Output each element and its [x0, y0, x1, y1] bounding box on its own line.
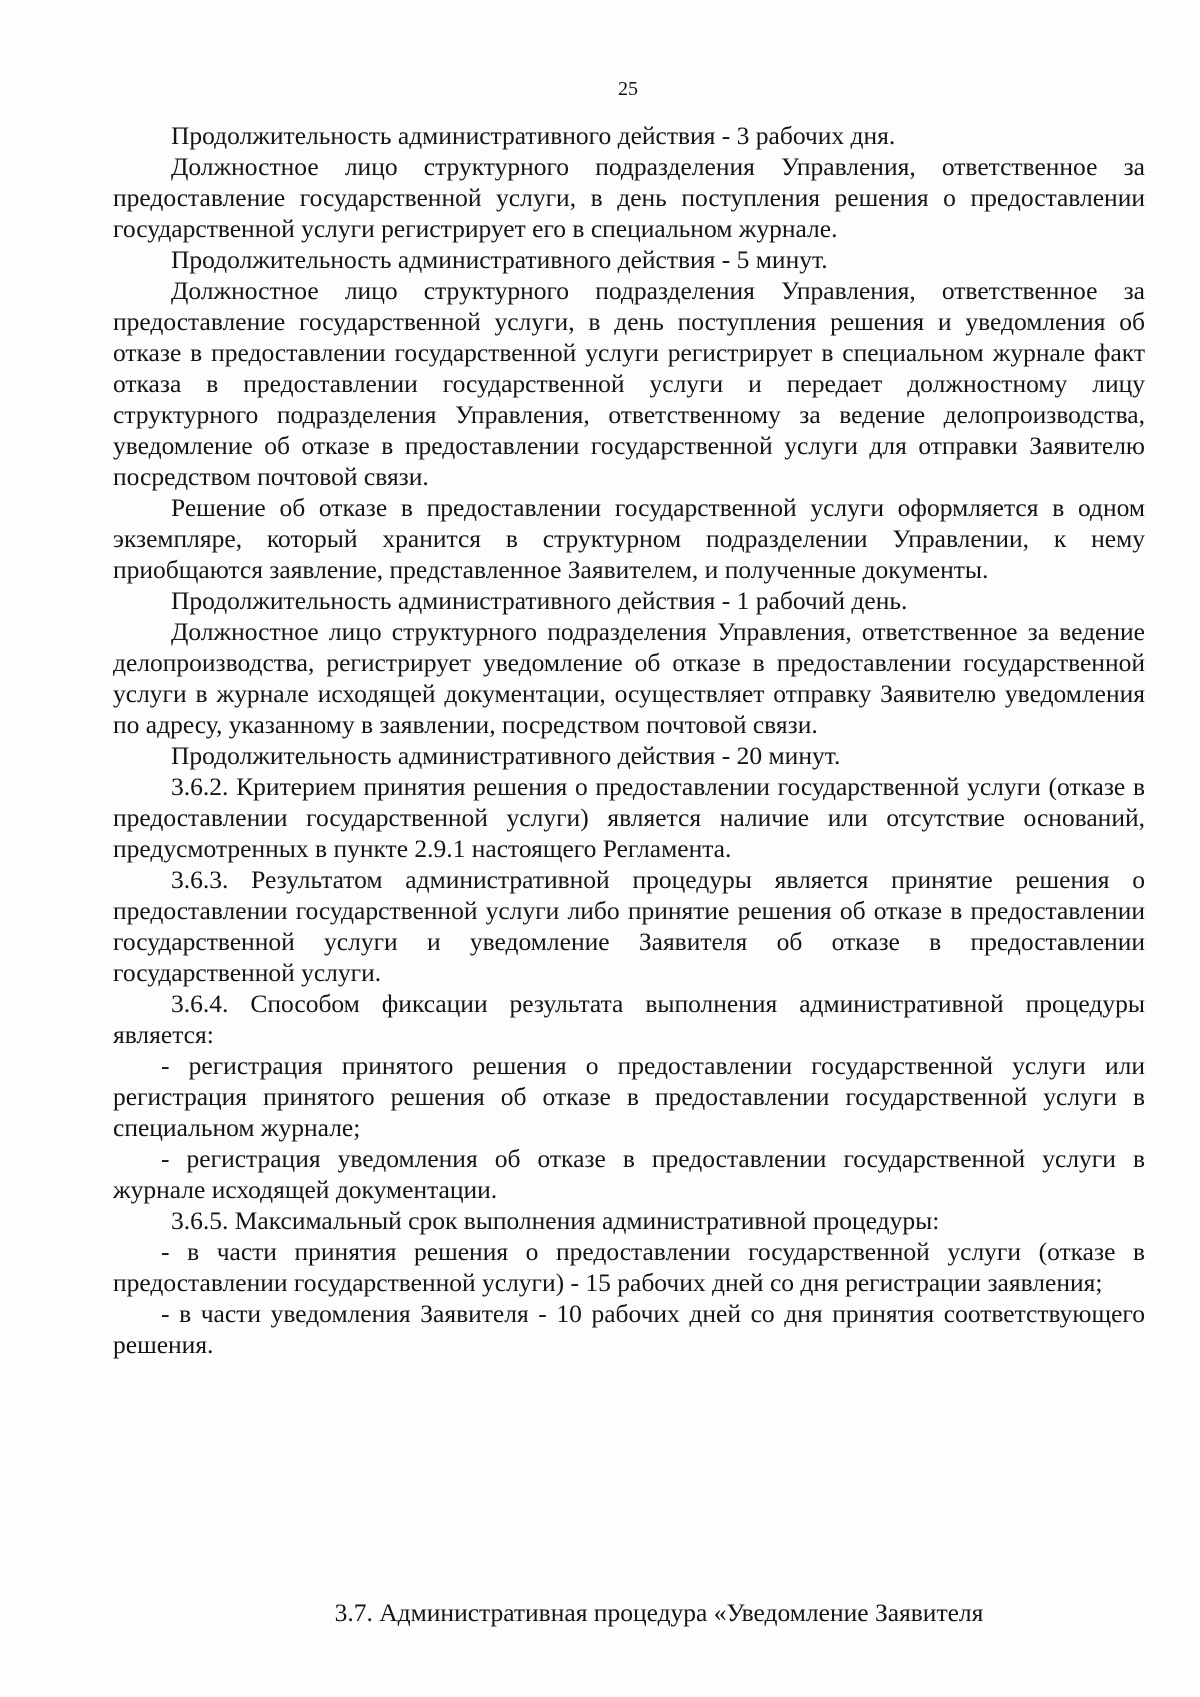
page-number: 25 — [618, 78, 638, 100]
paragraph: Продолжительность административного действия - 1 рабочий день. — [171, 586, 908, 615]
paragraph: Должностное лицо структурного подразделения Управления, ответственное за предоставление государственной услуги, в день поступления решения о предоставлении государственной услуги регистрирует его в специальном журнале. — [113, 152, 1145, 243]
document-body — [113, 120, 1145, 1360]
paragraph: 3.6.4. Способом фиксации результата выполнения административной процедуры является: — [113, 989, 1145, 1049]
list-item: - в части уведомления Заявителя - 10 рабочих дней со дня принятия соответствующего решения. — [113, 1299, 1145, 1359]
list-item: - в части принятия решения о предоставлении государственной услуги (отказе в предоставлении государственной услуги) - 15 рабочих дней со дня регистрации заявления; — [113, 1237, 1145, 1297]
paragraph: Продолжительность административного действия - 5 минут. — [171, 245, 828, 274]
paragraph: 3.6.5. Максимальный срок выполнения административной процедуры: — [171, 1206, 940, 1235]
section-heading: 3.7. Административная процедура «Уведомление Заявителя — [334, 1598, 984, 1627]
paragraph: Должностное лицо структурного подразделения Управления, ответственное за предоставление государственной услуги, в день поступления решения и уведомления об отказе в предоставлении государственной услуги регистрирует в специальном журнале факт отказа в предоставлении государственной услуги и передает должностному лицу структурного подразделения Управления, ответственному за ведение делопроизводства, уведомление об отказе в предоставлении государственной услуги для отправки Заявителю посредством почтовой связи. — [113, 276, 1145, 491]
paragraph: Решение об отказе в предоставлении государственной услуги оформляется в одном экземпляре, который хранится в структурном подразделении Управлении, к нему приобщаются заявление, представленное Заявителем, и полученные документы. — [113, 493, 1145, 584]
list-item: - регистрация уведомления об отказе в предоставлении государственной услуги в журнале исходящей документации. — [113, 1144, 1145, 1204]
paragraph: 3.6.3. Результатом административной процедуры является принятие решения о предоставлении государственной услуги либо принятие решения об отказе в предоставлении государственной услуги и уведомление Заявителя об отказе в предоставлении государственной услуги. — [113, 865, 1145, 987]
paragraph: Должностное лицо структурного подразделения Управления, ответственное за ведение делопроизводства, регистрирует уведомление об отказе в предоставлении государственной услуги в журнале исходящей документации, осуществляет отправку Заявителю уведомления по адресу, указанному в заявлении, посредством почтовой связи. — [113, 617, 1145, 739]
paragraph: Продолжительность административного действия - 3 рабочих дня. — [171, 121, 896, 150]
paragraph: Продолжительность административного действия - 20 минут. — [171, 741, 841, 770]
paragraph: 3.6.2. Критерием принятия решения о предоставлении государственной услуги (отказе в предоставлении государственной услуги) является наличие или отсутствие оснований, предусмотренных в пункте 2.9.1 настоящего Регламента. — [113, 772, 1145, 863]
list-item: - регистрация принятого решения о предоставлении государственной услуги или регистрация принятого решения об отказе в предоставлении государственной услуги в специальном журнале; — [113, 1051, 1145, 1142]
